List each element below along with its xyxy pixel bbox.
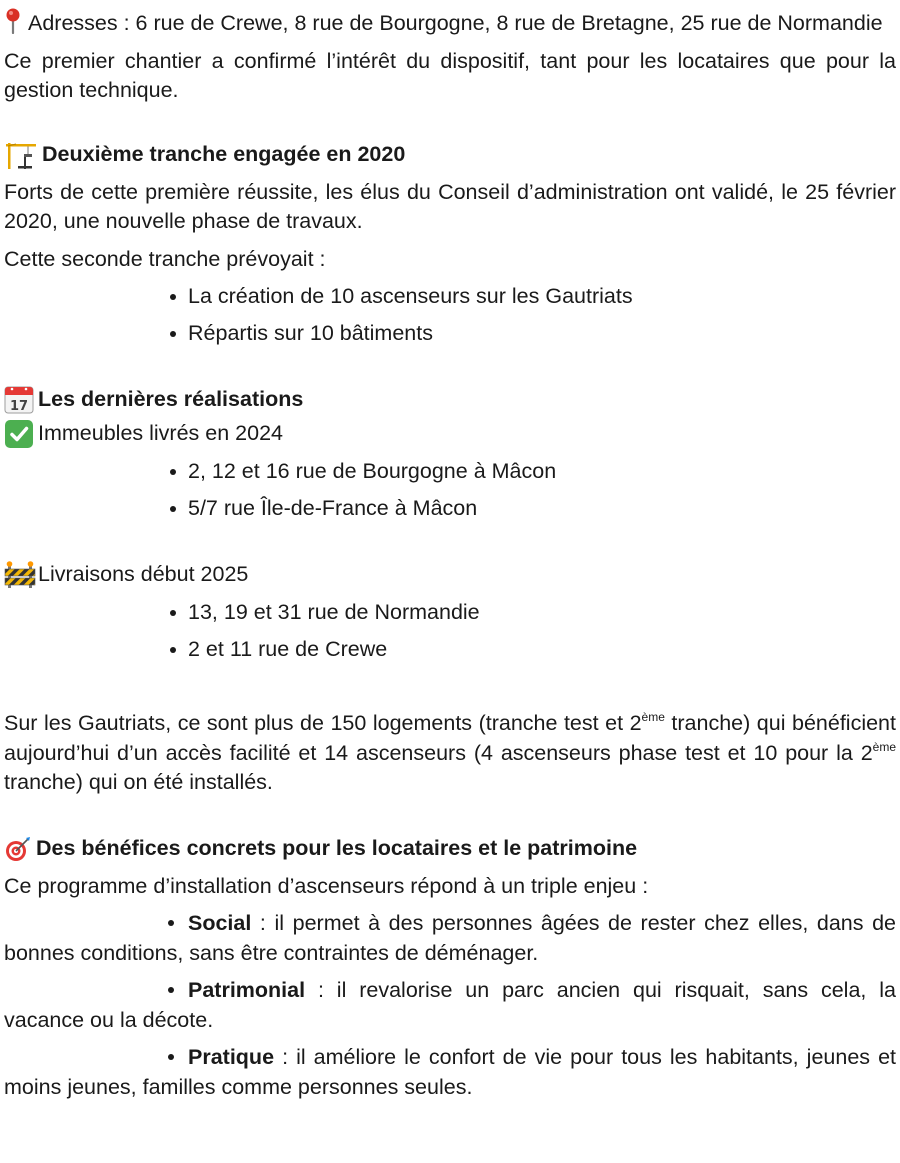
benefits-intro: Ce programme d’installation d’ascenseurs répond à un triple enjeu :: [4, 873, 649, 898]
list-item: La création de 10 ascenseurs sur les Gautriats: [164, 282, 896, 312]
construction-barrier-icon: [4, 560, 36, 590]
second-tranche-paragraph: Forts de cette première réussite, les élus du Conseil d’administration ont validé, le 25 février 2020, une nouvelle phase de travaux.: [4, 179, 896, 233]
list-item: 2 et 11 rue de Crewe: [164, 635, 896, 665]
bullet: [168, 1054, 174, 1060]
round-pushpin-icon: [4, 8, 26, 32]
summary-paragraph: Sur les Gautriats, ce sont plus de 150 logements (tranche test et 2ème tranche) qui bénéficient aujourd’hui d’un accès facilité et 14 ascenseurs (4 ascenseurs phase test et 10 pour la 2ème tranche) qui on été installés.: [4, 710, 896, 794]
list-item: 5/7 rue Île-de-France à Mâcon: [164, 494, 896, 524]
bullet: [168, 987, 174, 993]
delivered-label: Immeubles livrés en 2024: [38, 421, 283, 446]
benefits-title: Des bénéfices concrets pour les locataires et le patrimoine: [36, 835, 638, 860]
second-tranche-intro: Cette seconde tranche prévoyait :: [4, 246, 326, 271]
addresses-text: Adresses : 6 rue de Crewe, 8 rue de Bourgogne, 8 rue de Bretagne, 25 rue de Normandie: [28, 11, 883, 35]
second-tranche-list: [4, 282, 896, 348]
direct-hit-icon: [4, 834, 32, 864]
second-tranche-heading: [4, 140, 896, 170]
document-page: [4, 8, 896, 1110]
second-tranche-title: Deuxième tranche engagée en 2020: [42, 141, 406, 166]
building-construction-icon: [4, 140, 38, 170]
upcoming-list: [4, 598, 896, 664]
benefit-item-patrimonial: Patrimonial : il revalorise un parc ancien qui risquait, sans cela, la vacance ou la décote.: [4, 978, 896, 1032]
list-item: Répartis sur 10 bâtiments: [164, 319, 896, 349]
upcoming-subheading: [4, 560, 896, 590]
calendar-day: 17: [9, 399, 29, 414]
benefit-item-pratique: Pratique : il améliore le confort de vie pour tous les habitants, jeunes et moins jeunes, familles comme personnes seules.: [4, 1045, 896, 1099]
delivered-subheading: [4, 419, 896, 449]
latest-title: Les dernières réalisations: [38, 387, 304, 412]
benefits-heading: [4, 834, 896, 864]
delivered-list: [4, 457, 896, 523]
bullet: [168, 920, 174, 926]
list-item: 2, 12 et 16 rue de Bourgogne à Mâcon: [164, 457, 896, 487]
calendar-icon: [4, 385, 34, 415]
list-item: 13, 19 et 31 rue de Normandie: [164, 598, 896, 628]
latest-heading: [4, 385, 896, 415]
confirmation-paragraph: Ce premier chantier a confirmé l’intérêt du dispositif, tant pour les locataires que pour la gestion technique.: [4, 48, 896, 102]
check-mark-button-icon: [4, 419, 34, 449]
benefit-item-social: Social : il permet à des personnes âgées de rester chez elles, dans de bonnes conditions, sans être contraintes de déménager.: [4, 911, 896, 965]
addresses-paragraph: [4, 8, 896, 39]
upcoming-label: Livraisons début 2025: [38, 562, 249, 587]
